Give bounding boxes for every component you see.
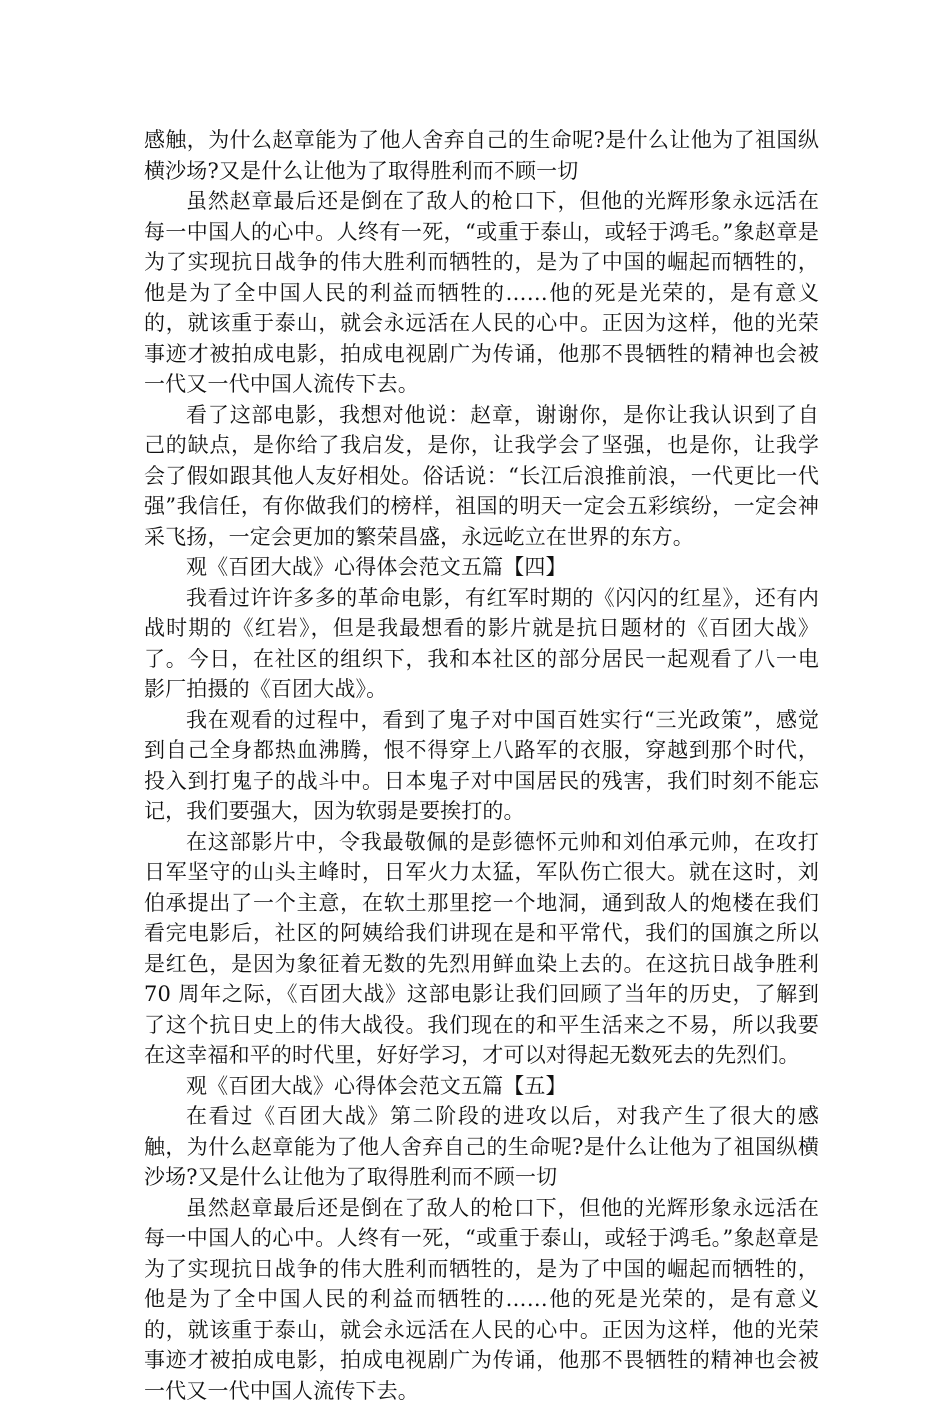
section-heading: 观《百团大战》心得体会范文五篇【四】: [144, 552, 819, 583]
document-page: [144, 125, 819, 1406]
section-heading: 观《百团大战》心得体会范文五篇【五】: [144, 1071, 819, 1102]
paragraph: 在这部影片中，令我最敬佩的是彭德怀元帅和刘伯承元帅，在攻打日军坚守的山头主峰时，日军火力太猛，军队伤亡很大。就在这时，刘伯承提出了一个主意，在软土那里挖一个地洞，通到敌人的炮楼在我们看完电影后，社区的阿姨给我们讲现在是和平常代，我们的国旗之所以是红色，是因为象征着无数的先烈用鲜血染上去的。在这抗日战争胜利 70 周年之际，《百团大战》这部电影让我们回顾了当年的历史，了解到了这个抗日史上的伟大战役。我们现在的和平生活来之不易，所以我要在这幸福和平的时代里，好好学习，才可以对得起无数死去的先烈们。: [144, 827, 819, 1071]
paragraph: 看了这部电影，我想对他说：赵章，谢谢你，是你让我认识到了自己的缺点，是你给了我启发，是你，让我学会了坚强，也是你，让我学会了假如跟其他人友好相处。俗话说：“长江后浪推前浪，一代更比一代强”我信任，有你做我们的榜样，祖国的明天一定会五彩缤纷，一定会神采飞扬，一定会更加的繁荣昌盛，永远屹立在世界的东方。: [144, 400, 819, 553]
paragraph: 在看过《百团大战》第二阶段的进攻以后，对我产生了很大的感触，为什么赵章能为了他人舍弃自己的生命呢?是什么让他为了祖国纵横沙场?又是什么让他为了取得胜利而不顾一切: [144, 1101, 819, 1193]
paragraph: 我在观看的过程中，看到了鬼子对中国百姓实行“三光政策”，感觉到自己全身都热血沸腾，恨不得穿上八路军的衣服，穿越到那个时代，投入到打鬼子的战斗中。日本鬼子对中国居民的残害，我们时刻不能忘记，我们要强大，因为软弱是要挨打的。: [144, 705, 819, 827]
paragraph: 我看过许许多多的革命电影，有红军时期的《闪闪的红星》，还有内战时期的《红岩》，但是我最想看的影片就是抗日题材的《百团大战》了。今日，在社区的组织下，我和本社区的部分居民一起观看了八一电影厂拍摄的《百团大战》。: [144, 583, 819, 705]
paragraph: 虽然赵章最后还是倒在了敌人的枪口下，但他的光辉形象永远活在每一中国人的心中。人终有一死，“或重于泰山，或轻于鸿毛。”象赵章是为了实现抗日战争的伟大胜利而牺牲的，是为了中国的崛起而牺牲的，他是为了全中国人民的利益而牺牲的……他的死是光荣的，是有意义的，就该重于泰山，就会永远活在人民的心中。正因为这样，他的光荣事迹才被拍成电影，拍成电视剧广为传诵，他那不畏牺牲的精神也会被一代又一代中国人流传下去。: [144, 1193, 819, 1406]
paragraph: 感触，为什么赵章能为了他人舍弃自己的生命呢?是什么让他为了祖国纵横沙场?又是什么让他为了取得胜利而不顾一切: [144, 125, 819, 186]
paragraph: 虽然赵章最后还是倒在了敌人的枪口下，但他的光辉形象永远活在每一中国人的心中。人终有一死，“或重于泰山，或轻于鸿毛。”象赵章是为了实现抗日战争的伟大胜利而牺牲的，是为了中国的崛起而牺牲的，他是为了全中国人民的利益而牺牲的……他的死是光荣的，是有意义的，就该重于泰山，就会永远活在人民的心中。正因为这样，他的光荣事迹才被拍成电影，拍成电视剧广为传诵，他那不畏牺牲的精神也会被一代又一代中国人流传下去。: [144, 186, 819, 400]
